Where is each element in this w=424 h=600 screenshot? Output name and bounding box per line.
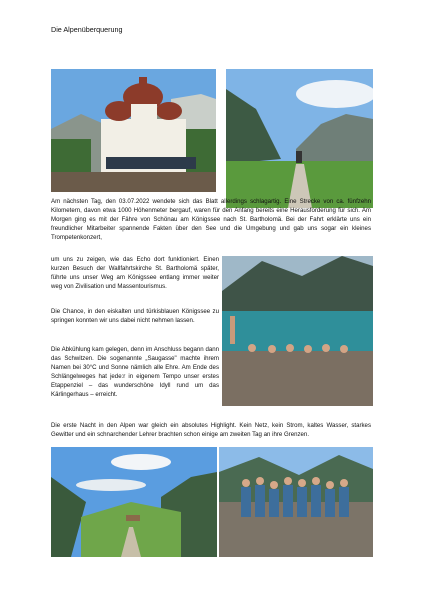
photo-mountain-pasture xyxy=(51,447,217,557)
photo-valley-path xyxy=(226,69,373,208)
page-title: Die Alpenüberquerung xyxy=(51,25,123,34)
photo-church-st-bartholomae xyxy=(51,69,216,192)
paragraph-4: Die erste Nacht in den Alpen war gleich ein absolutes Highlight. Kein Netz, kein Strom, kaltes Wasser, starkes Gewitter und ein schnarchender Lehrer brachten schon einige am zweiten Tag an ihre Grenzen. xyxy=(51,422,371,438)
paragraph-3: Die Abkühlung kam gelegen, denn im Anschluss begann dann das Schwitzen. Die sogenannte „Saugasse" machte ihrem Namen bei 30°C und Sonne nämlich alle Ehre. Am Ende des Schlängelweges hat jede:r in eigenem Tempo unser erstes Etappenziel – das wunderschöne Idyll rund um das Kärlingerhaus – erreicht. xyxy=(51,346,219,398)
photo-swimming-koenigssee xyxy=(222,256,373,406)
paragraph-1: Am nächsten Tag, den 03.07.2022 wendete sich das Blatt allerdings schlagartig. Eine Strecke von ca. fünfzehn Kilometern, davon etwa 1000 Höhenmeter bergauf, waren für den Anfang bereits eine Herausforderung für sich. Am Morgen ging es mit der Fähre von Schönau am Königssee nach St. Bartholomä. Bei der Fahrt erklärte uns ein freundlicher Mitarbeiter spannende Fakten über den See und die Umgebung und gab uns sogar ein kleines Trompetenkonzert, xyxy=(51,198,371,241)
paragraph-2: Die Chance, in den eiskalten und türkisblauen Königssee zu springen konnten wir uns dabei nicht nehmen lassen. xyxy=(51,308,219,324)
paragraph-1-continued: um uns zu zeigen, wie das Echo dort funktioniert. Einen kurzen Besuch der Wallfahrtskirche St. Bartholomä später, führte uns unser Weg am Königssee entlang immer weiter weg von Zivilisation und Massentourismus. xyxy=(51,256,219,290)
photo-group xyxy=(219,447,373,557)
